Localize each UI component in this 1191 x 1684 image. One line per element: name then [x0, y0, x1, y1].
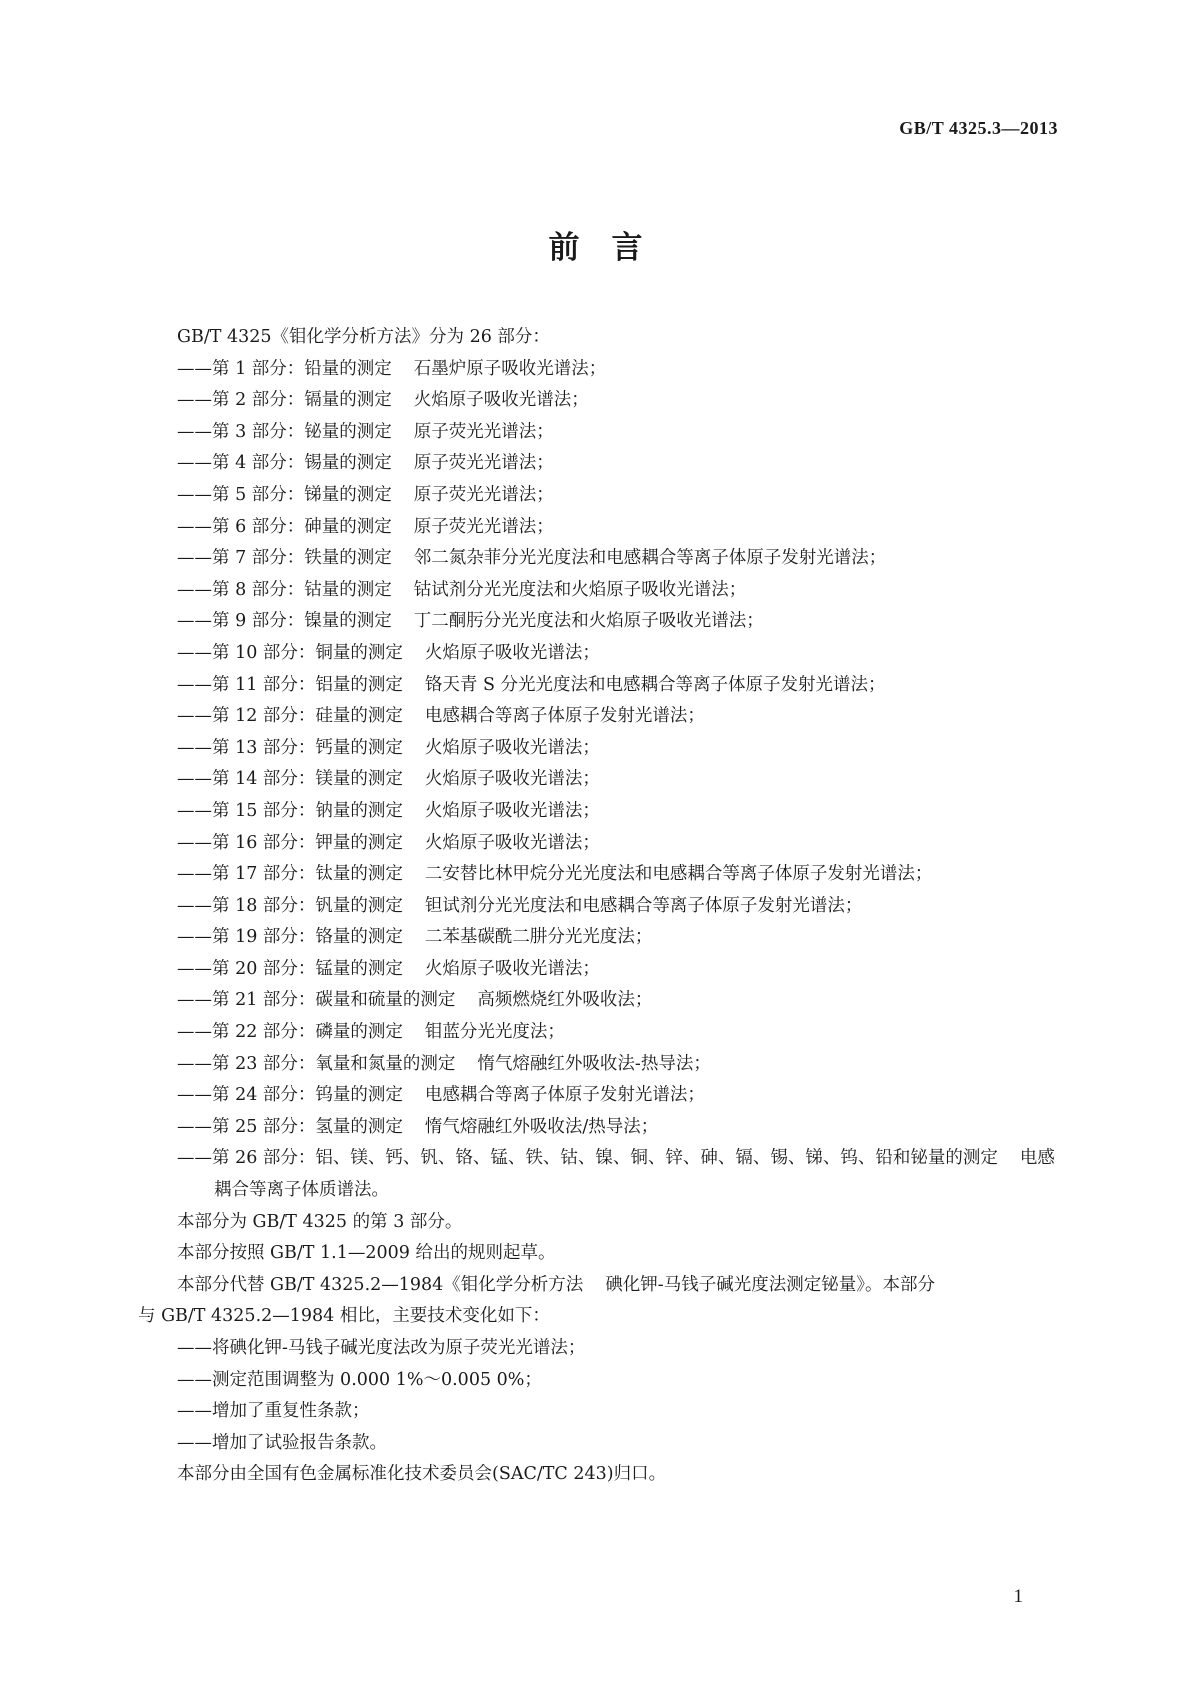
list-item-part: [177, 796, 1057, 828]
list-dash: ——: [177, 642, 212, 663]
list-dash: ——: [177, 737, 212, 758]
list-dash: ——: [177, 516, 212, 537]
part-label: 第 20 部分：锰量的测定: [212, 958, 403, 979]
part-method: 原子荧光光谱法；: [413, 421, 554, 442]
list-item-change: [177, 1396, 1057, 1428]
replaces-text-b: 碘化钾-马钱子碱光度法测定铋量》。本部分: [605, 1274, 935, 1295]
list-dash: ——: [177, 769, 212, 790]
list-dash: ——: [177, 800, 212, 821]
part-method: 惰气熔融红外吸收法-热导法；: [477, 1053, 711, 1074]
part-method: 原子荧光光谱法；: [413, 484, 554, 505]
list-item-part: [177, 480, 1057, 512]
paragraph-part-number: 本部分为 GB/T 4325 的第 3 部分。: [177, 1211, 463, 1232]
part-label: 第 6 部分：砷量的测定: [212, 516, 392, 537]
part-method: 石墨炉原子吸收光谱法；: [413, 358, 607, 379]
changes-list: [177, 1333, 1057, 1459]
part-label: 第 2 部分：镉量的测定: [212, 390, 392, 411]
part-label: 第 5 部分：锑量的测定: [212, 484, 392, 505]
change-text: 将碘化钾-马钱子碱光度法改为原子荧光光谱法；: [212, 1338, 586, 1358]
list-dash: ——: [177, 864, 212, 885]
list-dash: ——: [177, 611, 212, 632]
part-method: 钽试剂分光光度法和电感耦合等离子体原子发射光谱法；: [424, 895, 863, 916]
list-item-part: [177, 1112, 1057, 1144]
list-dash: ——: [177, 579, 212, 600]
list-item-part: [177, 764, 1057, 796]
list-item-part: [177, 448, 1057, 480]
list-dash: ——: [177, 453, 212, 474]
list-item-part-26: [177, 1143, 1057, 1206]
part-method: 钼蓝分光光度法；: [424, 1022, 565, 1043]
list-item-part: [177, 638, 1057, 670]
part-label: 第 1 部分：铅量的测定: [212, 358, 392, 379]
page-number: 1: [1013, 1586, 1023, 1607]
part-label: 第 24 部分：钨量的测定: [212, 1085, 403, 1106]
list-dash: ——: [177, 1432, 212, 1453]
part-method: 电感耦合等离子体原子发射光谱法；: [424, 1085, 705, 1106]
part-method: 铬天青 S 分光光度法和电感耦合等离子体原子发射光谱法；: [424, 674, 886, 695]
part-label: 第 13 部分：钙量的测定: [212, 737, 403, 758]
part-method: 二安替比林甲烷分光光度法和电感耦合等离子体原子发射光谱法；: [424, 864, 933, 885]
list-dash: ——: [177, 1369, 212, 1390]
paragraph-changes-intro: 与 GB/T 4325.2—1984 相比，主要技术变化如下：: [138, 1306, 550, 1327]
part-label: 第 26 部分：铝、镁、钙、钒、铬、锰、铁、钴、镍、铜、锌、砷、镉、锡、锑、钨、铅和铋量的测定: [212, 1148, 998, 1169]
part-method: 邻二氮杂菲分光光度法和电感耦合等离子体原子发射光谱法；: [413, 548, 887, 569]
list-dash: ——: [177, 1116, 212, 1137]
part-method: 二苯基碳酰二肼分光光度法；: [424, 927, 653, 948]
part-method: 原子荧光光谱法；: [413, 516, 554, 537]
part-method: 惰气熔融红外吸收法/热导法；: [424, 1116, 659, 1137]
list-dash: ——: [177, 421, 212, 442]
list-item-part: [177, 512, 1057, 544]
list-item-part: [177, 354, 1057, 386]
list-item-part: [177, 1080, 1057, 1112]
part-method: 火焰原子吸收光谱法；: [424, 642, 600, 663]
part-label: 第 9 部分：镍量的测定: [212, 611, 392, 632]
part-method: 火焰原子吸收光谱法；: [413, 390, 589, 411]
list-dash: ——: [177, 674, 212, 695]
parts-list: [177, 354, 1057, 1144]
part-method: 高频燃烧红外吸收法；: [477, 990, 653, 1011]
part-label: 第 3 部分：铋量的测定: [212, 421, 392, 442]
part-method: 钴试剂分光光度法和火焰原子吸收光谱法；: [413, 579, 747, 600]
list-dash: ——: [177, 958, 212, 979]
part-method: 丁二酮肟分光光度法和火焰原子吸收光谱法；: [413, 611, 764, 632]
list-dash: ——: [177, 1022, 212, 1043]
list-item-part: [177, 733, 1057, 765]
part-label: 第 21 部分：碳量和硫量的测定: [212, 990, 456, 1011]
part-label: 第 16 部分：钾量的测定: [212, 832, 403, 853]
list-dash: ——: [177, 832, 212, 853]
part-method: 火焰原子吸收光谱法；: [424, 832, 600, 853]
list-item-part: [177, 575, 1057, 607]
list-item-change: [177, 1365, 1057, 1397]
list-item-part: [177, 670, 1057, 702]
list-dash: ——: [177, 390, 212, 411]
list-dash: ——: [177, 1148, 212, 1169]
list-item-part: [177, 606, 1057, 638]
list-item-part: [177, 985, 1057, 1017]
list-item-part: [177, 701, 1057, 733]
list-item-change: [177, 1333, 1057, 1365]
intro-paragraph: GB/T 4325《钼化学分析方法》分为 26 部分：: [177, 327, 550, 347]
part-method: 火焰原子吸收光谱法；: [424, 769, 600, 790]
part-method: 原子荧光光谱法；: [413, 453, 554, 474]
part-label: 第 15 部分：钠量的测定: [212, 800, 403, 821]
list-dash: ——: [177, 706, 212, 727]
part-method: 电感耦合等离子体原子发射光谱法；: [424, 706, 705, 727]
list-item-part: [177, 417, 1057, 449]
paragraph-drafting-rules: 本部分按照 GB/T 1.1—2009 给出的规则起草。: [177, 1243, 556, 1264]
list-dash: ——: [177, 990, 212, 1011]
part-label: 第 22 部分：磷量的测定: [212, 1022, 403, 1043]
list-dash: ——: [177, 358, 212, 379]
list-dash: ——: [177, 1053, 212, 1074]
foreword-body: [138, 322, 1057, 1491]
list-item-part: [177, 891, 1057, 923]
list-item-part: [177, 385, 1057, 417]
part-method: 火焰原子吸收光谱法；: [424, 800, 600, 821]
part-method: 火焰原子吸收光谱法；: [424, 958, 600, 979]
part-label: 第 17 部分：钛量的测定: [212, 864, 403, 885]
part-label: 第 23 部分：氧量和氮量的测定: [212, 1053, 456, 1074]
change-text: 增加了重复性条款；: [212, 1401, 370, 1422]
list-dash: ——: [177, 927, 212, 948]
part-label: 第 18 部分：钒量的测定: [212, 895, 403, 916]
part-label: 第 4 部分：锡量的测定: [212, 453, 392, 474]
replaces-text-a: 本部分代替 GB/T 4325.2—1984《钼化学分析方法: [177, 1274, 584, 1295]
list-item-part: [177, 828, 1057, 860]
part-method: 火焰原子吸收光谱法；: [424, 737, 600, 758]
list-item-change: [177, 1428, 1057, 1460]
paragraph-committee: 本部分由全国有色金属标准化技术委员会(SAC/TC 243)归口。: [177, 1464, 667, 1485]
part-label: 第 7 部分：铁量的测定: [212, 548, 392, 569]
list-item-part: [177, 1017, 1057, 1049]
list-dash: ——: [177, 895, 212, 916]
part-label: 第 25 部分：氢量的测定: [212, 1116, 403, 1137]
part-label: 第 14 部分：镁量的测定: [212, 769, 403, 790]
list-dash: ——: [177, 1338, 212, 1358]
part-label: 第 19 部分：铬量的测定: [212, 927, 403, 948]
part-method: 电感耦合等离子体质谱法。: [214, 1148, 1055, 1201]
standard-code: GB/T 4325.3—2013: [899, 118, 1058, 138]
part-label: 第 11 部分：铝量的测定: [212, 674, 403, 695]
list-item-part: [177, 954, 1057, 986]
change-text: 测定范围调整为 0.000 1%～0.005 0%；: [212, 1369, 542, 1390]
part-label: 第 8 部分：钴量的测定: [212, 579, 392, 600]
list-dash: ——: [177, 1401, 212, 1422]
part-label: 第 10 部分：铜量的测定: [212, 642, 403, 663]
part-label: 第 12 部分：硅量的测定: [212, 706, 403, 727]
list-item-part: [177, 543, 1057, 575]
list-item-part: [177, 859, 1057, 891]
list-dash: ——: [177, 1085, 212, 1106]
list-item-part: [177, 922, 1057, 954]
paragraph-replaces: [177, 1270, 1057, 1302]
list-dash: ——: [177, 548, 212, 569]
page-title: 前言: [548, 230, 675, 266]
list-dash: ——: [177, 484, 212, 505]
change-text: 增加了试验报告条款。: [212, 1432, 387, 1453]
list-item-part: [177, 1049, 1057, 1081]
